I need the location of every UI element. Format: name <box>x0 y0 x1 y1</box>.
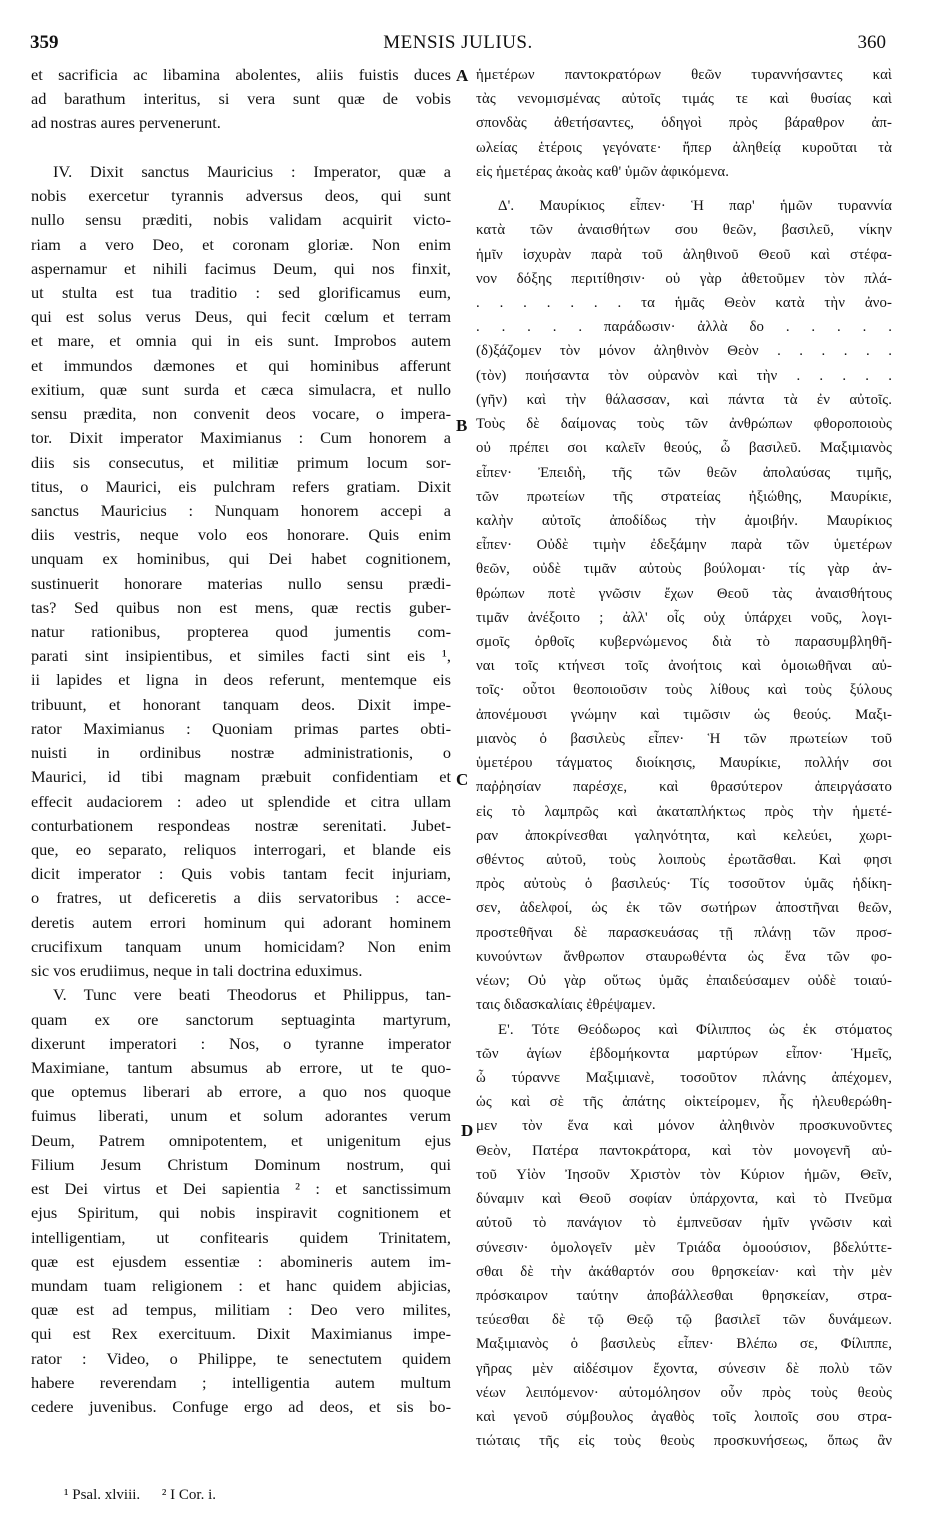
text-line: εἶπεν· Οὐδὲ τιμὴν ἐδεξάμην παρὰ τῶν ὑμετέρων <box>476 537 892 554</box>
text-line: habere reverendam ; intelligentia autem multum <box>31 1372 451 1392</box>
margin-marker-d: D <box>461 1121 474 1140</box>
text-line: ii lapides et ligna in deos referunt, mentemque eis <box>31 670 451 690</box>
text-line: cedere juvenibus. Confuge ergo ad deos, et sis bo- <box>31 1397 451 1417</box>
text-line: Δ'. Μαυρίκιος εἶπεν· Ἡ παρ' ἡμῶν τυραννία <box>498 198 892 215</box>
text-line: ἡμετέρων παντοκρατόρων θεῶν τυραννήσαντες καὶ <box>476 67 892 83</box>
text-line: ἡμῖν ἰσχυρὰν παρὰ τοῦ ἀληθινοῦ Θεοῦ καὶ στέφα- <box>476 246 892 263</box>
text-line: σθέντος αὐτοῦ, τοὺς λοιποὺς ἐρωτᾶσθαι. Καὶ φησι <box>476 852 892 868</box>
text-line: Maximiane, tantum absumus ab errore, ut te quo- <box>31 1057 451 1077</box>
text-line: καὶ γενοῦ σύμβουλος ἀγαθὸς τοῖς λοιποῖς σου στρα- <box>476 1409 892 1426</box>
text-line: et sacrificia ac libamina abolentes, aliis fuistis duces <box>31 65 451 84</box>
text-line: τιμᾶν ἀνέξοιτο ; ἀλλ' οἷς οὐχ ὑπάρχει νοῦς, λογι- <box>476 609 892 626</box>
text-line: ut stulta est tua traditio : sed glorificamus eum, <box>31 282 451 302</box>
text-line: diis vestris, neque volo eos honorare. Quis enim <box>31 525 451 545</box>
text-line: sic vos erudiimus, neque in tali doctrina eduximus. <box>31 961 363 981</box>
text-line: (τὸν) ποιήσαντα τὸν οὐρανὸν καὶ τὴν . . . . . <box>476 367 892 384</box>
text-line: κατὰ τῶν ἀναισθήτων σου θεῶν, βασιλεῦ, νίκην <box>476 222 892 239</box>
text-line: ἀπονέμουσι γνώμην καὶ τιμῶσιν ὡς θεούς. Μαξι- <box>476 706 892 723</box>
text-line: ὡς καὶ σὲ τῆς ἀπάτης οἰκτείρομεν, ἧς ἠλευθερώθη- <box>476 1094 892 1111</box>
text-line: que, eo separato, reliquos interrogari, et blande eis <box>31 840 451 859</box>
text-line: μεν τὸν ἕνα καὶ μόνον ἀληθινὸν προσκυνοῦντες <box>476 1118 892 1135</box>
text-line: (δ)ξάζομεν τὸν μόνον ἀληθινὸν Θεὸν . . . . . . <box>476 343 892 360</box>
text-line: οὐ πρέπει σοι καλεῖν θεούς, ὦ βασιλεῦ. Μαξιμιανὸς <box>476 440 892 457</box>
text-line: mundam tuam religionem : et hanc quidem abjicias, <box>31 1275 451 1295</box>
text-line: natur rationibus, propterea quod jumentis com- <box>31 622 451 642</box>
text-line: τὰς νενομισμένας αὐτοῖς τιμάς τε καὶ θυσίας καὶ <box>476 91 892 108</box>
text-line: deretis autem errori hominum qui adorant hominem <box>31 912 451 932</box>
running-title: MENSIS JULIUS. <box>383 32 533 53</box>
text-line: τῶν πρωτείων τῆς στρατείας ἠξιώθης, Μαυρίκιε, <box>476 488 892 505</box>
text-line: κυνούντων ἄνθρωπον σταυρωθέντα ὡς ἕνα τῶν φο- <box>476 948 892 965</box>
text-line: IV. Dixit sanctus Mauricius : Imperator, quæ a <box>53 161 451 181</box>
text-line: σπονδὰς ἀθετήσαντες, ὁδηγοὶ πρὸς βάραθρον ἀπ- <box>476 115 892 132</box>
text-line: πρὸς αὐτοὺς ὁ βασιλεύς· Τίς τοσοῦτον ὑμᾶς ἠδίκη- <box>476 876 892 893</box>
text-line: Maurici, id tibi magnam præbuit confidentiam et <box>31 767 451 787</box>
left-page-number: 359 <box>30 32 59 53</box>
text-line: Filium Jesum Christum Dominum nostrum, qui <box>31 1154 451 1174</box>
text-line: tribuunt, et honorant tanquam deos. Dixit impe- <box>31 694 451 714</box>
text-line: μιανὸς ὁ βασιλεὺς εἶπεν· Ἡ τῶν πρωτείων τοῦ <box>476 730 892 747</box>
text-line: diis sis consecutus, et militiæ primum locum sor- <box>31 452 451 472</box>
text-line: sustinuerit honorare materias nullo sensu prædi- <box>31 573 451 593</box>
text-line: ναι τοῖς κτήνεσι τοῖς ἀνοήτοις καὶ ὁμοιωθῆναι αὐ- <box>476 658 892 675</box>
text-line: ejus Spiritum, qui nobis inspiravit cognitionem et <box>31 1203 451 1223</box>
text-line: τιώταις τῆς εἰς τοὺς θεοὺς προσκυνήσεως, ὅπως ἂν <box>476 1433 892 1450</box>
text-line: nullo sensu præditi, nobis validam acquirit victo- <box>31 210 451 230</box>
text-line: intelligentiam, ut confitearis quidem Trinitatem, <box>31 1227 451 1247</box>
text-line: δύναμιν καὶ Θεοῦ σοφίαν ὑπάρχοντα, καὶ τὸ Πνεῦμα <box>476 1191 892 1208</box>
text-line: εἰς τὸ λαμπρῶς καὶ ἀκαταπλήκτως πρὸς τὴν ἡμετέ- <box>476 803 892 820</box>
text-line: aspernamur et nihili facimus Deum, qui nos finxit, <box>31 258 451 278</box>
margin-marker-b: B <box>456 416 468 435</box>
footnote-1: ¹ Psal. xlviii. <box>64 1487 141 1503</box>
text-line: Μαξιμιανὸς ὁ βασιλεὺς εἶπεν· Βλέπω σε, Φίλιππε, <box>476 1336 892 1353</box>
text-line: σεν, ἀδελφοί, ὡς ἐκ τῶν σωτήρων ἀποστῆναι θεῶν, <box>476 900 892 917</box>
text-line: Deum, Patrem omnipotentem, et unigenitum ejus <box>31 1130 451 1150</box>
greek-column <box>476 63 892 1453</box>
text-line: que optemus liberari ab errore, a quo nos quoque <box>31 1082 451 1102</box>
text-line: dixerunt imperatori : Nos, o tyranne imperator <box>31 1033 451 1053</box>
text-line: εἰς ἡμετέρας ἀκοὰς καθ' ὑμῶν ἀφικόμενα. <box>476 163 729 180</box>
text-line: σθαι δὲ τὴν ἀκάθαρτόν σου θρησκείαν· καὶ τὴν μὲν <box>476 1263 892 1280</box>
text-line: sensu prædita, non convenit deos vocare, o impera- <box>31 404 451 424</box>
text-line: crucifixum tanquam unum homicidam? Non enim <box>31 936 451 956</box>
text-line: γῆρας μὲν αἰδέσιμον ἔχοντα, σύνεσιν δὲ πολὺ τῶν <box>476 1360 892 1377</box>
footnote-2: ² I Cor. i. <box>161 1487 217 1503</box>
text-line: o fratres, ut deficeretis a diis servatoribus : acce- <box>31 888 451 908</box>
latin-column <box>31 63 451 1419</box>
text-line: quæ est ad tempus, militiam : Deo vero milites, <box>31 1300 451 1320</box>
text-line: tor. Dixit imperator Maximianus : Cum honorem a <box>31 428 451 448</box>
text-line: qui est Rex exercituum. Dixit Maximianus impe- <box>31 1324 451 1344</box>
text-line: V. Tunc vere beati Theodorus et Philippus, tan- <box>53 985 451 1005</box>
text-line: . . . . . παράδωσιν· ἀλλὰ δο . . . . . <box>476 319 892 336</box>
text-line: παῤῥησίαν παρέσχε, καὶ θρασύτερον ἀπειργάσατο <box>476 779 892 796</box>
text-line: titus, o Maurici, eis pulchram refers gratiam. Dixit <box>31 476 451 496</box>
text-line: est Dei virtus et Dei sapientia ² : et sanctissimum <box>31 1179 451 1199</box>
text-line: ad barathum interitus, si vera sunt quæ de vobis <box>31 89 451 109</box>
text-line <box>31 136 451 160</box>
text-line: quæ est ejusdem essentiæ : abomineris autem im- <box>31 1251 451 1271</box>
text-line: dicit imperator : Quis vobis tantam fecit injuriam, <box>31 864 451 884</box>
text-line: tas? Sed quibus non est mens, quæ rectis guber- <box>31 597 451 617</box>
text-line: τῶν ἁγίων ἑβδομήκοντα μαρτύρων εἶπον· Ἡμεῖς, <box>476 1045 892 1062</box>
text-line: τοῦ Υἱὸν Ἰησοῦν Χριστὸν τὸν Κύριον ἡμῶν, Θεῖν, <box>476 1166 892 1183</box>
text-line: rator : Video, o Philippe, te senectutem quidem <box>31 1348 451 1368</box>
text-line: qui est solus verus Deus, qui fecit cœlum et terram <box>31 307 451 327</box>
text-line: Ε'. Τότε Θεόδωρος καὶ Φίλιππος ὡς ἐκ στόματος <box>498 1021 892 1038</box>
text-line: rator Maximianus : Quoniam primas partes obti- <box>31 718 451 738</box>
text-line: τεύεσθαι δὲ τῷ Θεῷ τῷ βασιλεῖ τῶν δυνάμεων. <box>476 1312 892 1329</box>
page-header <box>30 30 886 64</box>
text-line: et immundos dæmones et qui hominibus afferunt <box>31 355 451 375</box>
text-line: σύνεσιν· ὁμολογεῖν μὲν Τριάδα ὁμοούσιον, βδελύττε- <box>476 1239 892 1256</box>
text-line: unquam ex hominibus, qui Dei habet cognitionem, <box>31 549 451 569</box>
text-line: Τοὺς δὲ δαίμονας τοὺς τῶν ἀνθρώπων φθοροποιοὺς <box>476 416 892 433</box>
text-line: ταις διδασκαλίαις ἐθρέψαμεν. <box>476 997 656 1014</box>
text-line: νον δόξης περιτίθησιν· οὐ γὰρ ἀθετοῦμεν τὸν πλά- <box>476 270 892 287</box>
text-line: (γῆν) καὶ τὴν θάλασσαν, καὶ πάντα τὰ ἐν αὐτοῖς. <box>476 391 892 408</box>
text-line: πρόσκαιρον ταύτην ἀποβάλλεσθαι θρησκείαν, στρα- <box>476 1287 892 1304</box>
text-line: εἶπεν· Ἐπειδὴ, τῆς τῶν θεῶν ἀπολαύσας τιμῆς, <box>476 464 892 481</box>
margin-marker-a: A <box>456 66 469 85</box>
text-line: προστεθῆναι δὲ παρασκευάσας τῇ πλάνῃ τῶν προσ- <box>476 924 892 941</box>
text-line: quam ex ore sanctorum septuaginta martyrum, <box>31 1009 451 1029</box>
text-line: αὐτοῦ τὸ πανάγιον τὸ ἐμπνεῦσαν ἡμῖν γνῶσιν καὶ <box>476 1215 892 1232</box>
text-line: νέων λειπόμενον· αὐτομόλησον οὖν πρὸς τοὺς θεοὺς <box>476 1384 892 1401</box>
text-line: exitium, quæ sunt surda et cæca simulacra, et nullo <box>31 379 451 399</box>
text-line: ὑμετέρου τάγματος διοίκησις, Μαυρίκιε, πολλήν σοι <box>476 755 892 772</box>
text-line: . . . . . . . τα ἡμᾶς Θεὸν κατὰ τὴν ἀνο- <box>476 294 892 311</box>
text-line: ραν ἀποκρίνεσθαι γαληνότητα, καὶ κελεύει, χωρι- <box>476 827 892 844</box>
text-line: conturbationem respondeas nostræ serenitati. Jubet- <box>31 815 451 835</box>
text-line: riam a vero Deo, et coronam gloriæ. Non enim <box>31 234 451 254</box>
text-line: θεῶν, οὐδὲ τιμᾶν αὐτοὺς βούλομαι· τίς γὰρ ἀν- <box>476 561 892 578</box>
text-line: effecit audaciorem : adeo ut splendide et citra ullam <box>31 791 451 811</box>
right-page-number: 360 <box>857 32 886 53</box>
text-line: νέων; Οὐ γὰρ οὕτως ὑμᾶς ἐπαιδεύσαμεν οὐδὲ τοιαύ- <box>476 973 892 990</box>
text-line: nuisti in ordinibus nostræ administrationis, o <box>31 743 451 763</box>
text-line: ad nostras aures pervenerunt. <box>31 113 221 133</box>
text-line: ὦ τύραννε Μαξιμιανὲ, τοσοῦτον πλάνης ἀπέχομεν, <box>476 1069 892 1086</box>
text-line: parati sint insipientibus, et similes facti sint eis ¹, <box>31 646 451 666</box>
text-line: τοῖς· οὗτοι θεοποιοῦσιν τοὺς λίθους καὶ τοὺς ξύλους <box>476 682 892 699</box>
text-line: Θεὸν, Πατέρα παντοκράτορα, καὶ τὸν μονογενῆ αὐ- <box>476 1142 892 1159</box>
text-line: θρώπων ποτὲ γνῶσιν ἔχων Θεοῦ τὰς ἀναισθήτους <box>476 585 892 602</box>
text-line: fuimus liberati, unum et solum adorantes verum <box>31 1106 451 1126</box>
margin-marker-c: C <box>456 770 469 789</box>
text-line: sanctus Mauricius : Nunquam honorem accepi a <box>31 500 451 520</box>
footnotes <box>64 1487 234 1504</box>
text-line: καλὴν αὐτοῖς ἀποδίδως τὴν ἀμοιβήν. Μαυρίκιος <box>476 512 892 529</box>
text-line: ωλείας ἑτέροις γεγόνατε· ἤπερ ἀληθείᾳ κυροῦται τὰ <box>476 139 892 156</box>
text-line: nobis exercetur tyrannis adversus deos, qui sunt <box>31 186 451 206</box>
text-line: et mare, et omnia qui in eis sunt. Improbos autem <box>31 331 451 351</box>
text-line: σμοῖς ὀρθοῖς κυβερνώμενος διὰ τὸ παρασυμβληθῆ- <box>476 634 892 651</box>
